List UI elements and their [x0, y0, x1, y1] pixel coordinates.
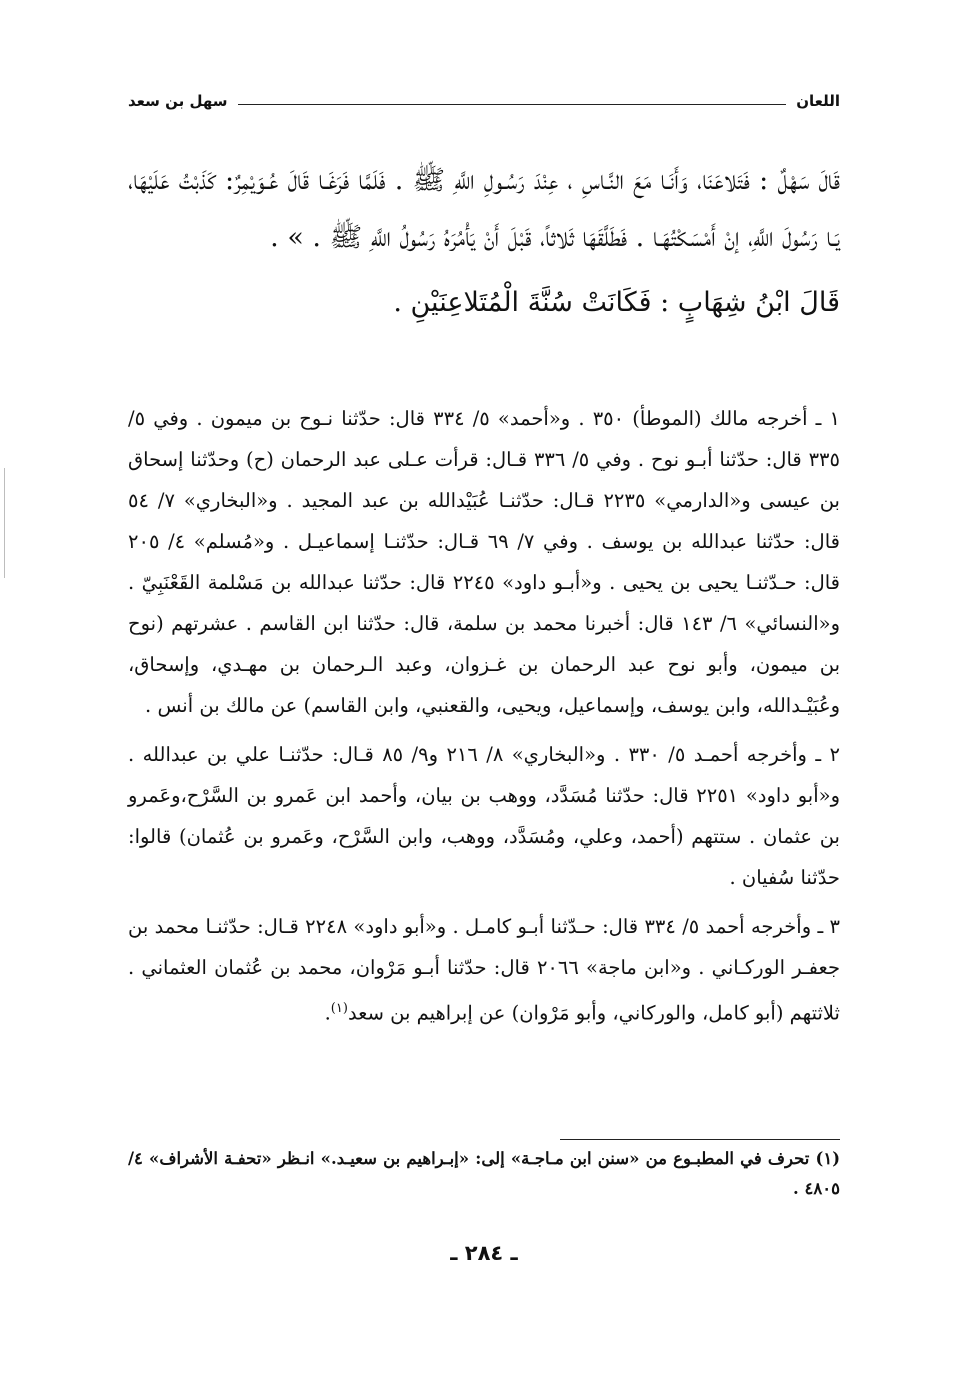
chapter-title: اللعان: [796, 92, 840, 110]
scan-margin-mark: [4, 468, 5, 578]
takhrij-note-2: ٢ ـ وأخرجه أحمـد ٥/ ٣٣٠ . و«البخاري» ٨/ ٢١٦ و٩/ ٨٥ قـال: حدّثنـا علي بن عبدالله . و«أبو داود» ٢٢٥١ قال: حدّثنا مُسَدَّد، ووهب بن بيان، وأحمد ابن عَمرو بن السَّرْح،وعَمرو بن عثمان . ستتهم (أحمد، وعلي، ومُسَدَّد، ووهب، وابن السَّرْح، وعَمرو بن عُثمان) قالوا: حدّثنا سُفيان .: [128, 743, 840, 889]
hadith-paragraph: قَالَ ابْنُ شِهَابٍ : فَكَانَتْ سُنَّةَ الْمُتَلاعِنَيْنِ .: [393, 287, 840, 318]
section-title: سهل بن سعد: [128, 92, 228, 110]
takhrij-note-3-text: ٣ ـ وأخرجه أحمد ٥/ ٣٣٤ قال: حـدّثنا أبـو كامـل . و«أبو داود» ٢٢٤٨ قـال: حدّثنـا محمد بن جعفـر الوركـاني . و«ابن ماجة» ٢٠٦٦ قال: حدّثنا أبـو مَرْوان، محمد بن عُثمان العثماني . ثلاثتهم (أبو كامل، والوركاني، وأبو مَرْوان) عن إبراهيم بن سعد: [128, 915, 840, 1025]
footnote-reference: (١): [330, 1001, 348, 1016]
footnote-text: (١) تحرف في المطبـوع من «سنن ابن مـاجـة» إلى: «إبـراهيم بن سعيـد.» انـظر «تحفـة الأشراف» ٤/ ٤٨٠٥ .: [128, 1149, 840, 1198]
takhrij-note-3: [128, 906, 840, 1034]
takhrij-note-3-end: .: [324, 1001, 331, 1025]
footnote: [128, 1144, 840, 1204]
page-number: ـ ٢٨٤ ـ: [450, 1241, 518, 1265]
header-rule: [238, 104, 787, 105]
footnote-rule: [560, 1139, 840, 1140]
takhrij-note-1: ١ ـ أخرجه مالك (الموطأ) ٣٥٠ . و«أحمد» ٥/ ٣٣٤ قال: حدّثنا نـوح بن ميمون . وفي ٥/ ٣٣٥ قال: حدّثنا أبـو نوح . وفي ٥/ ٣٣٦ قـال: قرأت عـلى عبد الرحمان (ح) وحدّثنا إسحاق بن عيسى و«الدارمي» ٢٢٣٥ قـال: حدّثنـا عُبَيْدالله بن عبد المجيد . و«البخاري» ٧/ ٥٤ قال: حدّثنا عبدالله بن يوسف . وفي ٧/ ٦٩ قـال: حدّثنـا إسماعيـل . و«مُسلم» ٤/ ٢٠٥ قال: حـدّثنـا يحيى بن يحيى . و«أبـو داود» ٢٢٤٥ قال: حدّثنا عبدالله بن مَسْلمة القَعْنَبِيّ . و«النسائي» ٦/ ١٤٣ قال: أخبرنا محمد بن سلمة، قال: حدّثنا ابن القاسم . عشرتهم (نوح بن ميمون، وأبو نوح عبد الرحمان بن غـزوان، وعبد الـرحمان بن مهـدي، وإسحاق، وعُبَيْـدالله، وابن يوسف، وإسماعيل، ويحيى، والقعنبي، وابن القاسم) عن مالك بن أنس .: [128, 407, 840, 717]
running-header: [128, 86, 840, 116]
takhrij-notes: [128, 398, 840, 1034]
hadith-paragraph: قَالَ سَهْلٌ : فَتَلاعَنَا، وَأَنَـا مَعَ النَّـاسِ ، عِنْدَ رَسُـولِ اللَّهِ ﷺ . فَلَمَّا فَرَغَـا قَالَ عُـوَيْمِرٌ: كَذَبْتُ عَلَيْهَا، يَـا رَسُولَ اللَّهِ، إنْ أَمْسَكْتُهَـا . فَطَلَّقَهَا ثَلاثاً، قَبْلَ أَنْ يَأْمُرَهُ رَسُولُ اللَّهِ ﷺ . » .: [128, 165, 840, 253]
hadith-text: [128, 152, 840, 331]
